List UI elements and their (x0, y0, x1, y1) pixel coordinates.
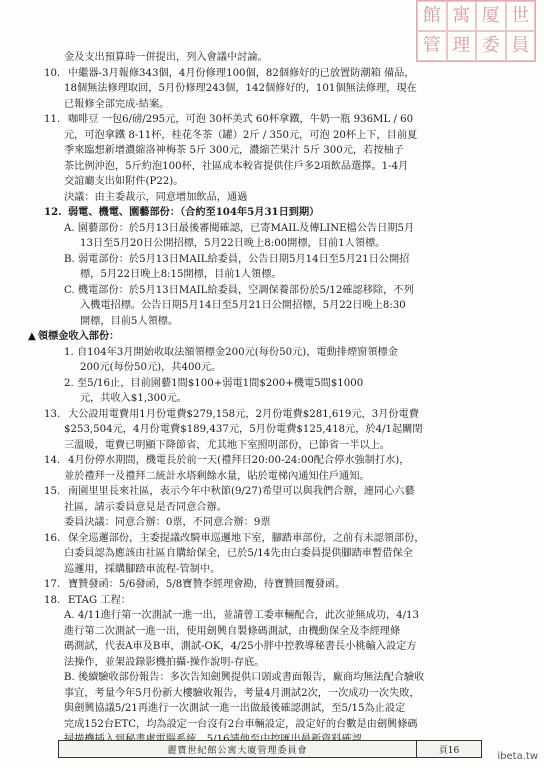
minutes-line (28, 112, 512, 128)
line-text: 社區，請示委員意見是否同意合辦。 (64, 501, 227, 513)
line-text: B. 後續驗收部份報告：多次告知劍興提供口頭或書面報告，廠商均無法配合驗收 (64, 672, 425, 683)
line-text: 與劍興協議5/21再進行一次測試一進一出做最後確認測試，至5/15為止設定 (64, 703, 406, 714)
line-text: 保全巡邏部份，主委提議改騎車巡邏地下室，腳踏車部份，之前有未認領部份， (68, 532, 425, 544)
minutes-line (28, 531, 512, 547)
line-text: A. 4/11進行第一次測試一進一出，並請曾工委車輛配合，此次並無成功，4/13 (64, 610, 420, 621)
minutes-line (28, 686, 512, 702)
minutes-line (28, 190, 512, 206)
minutes-line (28, 174, 512, 190)
line-text: 並於禮拜一及禮拜二統計水塔剩餘水量，貼於電梯內通知住戶通知。 (64, 470, 370, 482)
item-number: 16. (44, 532, 61, 544)
line-text: 2. 至5/16止，目前園藝1間$100+弱電1間$200+機電5間$1000 (64, 377, 364, 389)
line-text: 碼測試，代表A車及B車，測試-OK，4/25小胖中控教導秘書長小桃輸入設定方 (64, 641, 417, 652)
line-text: ETAG 工程： (68, 594, 131, 606)
minutes-line (28, 360, 512, 376)
minutes-line (28, 500, 512, 516)
line-text: 弱電、機電、園藝部份：（合約至104年5月31日到期） (68, 206, 320, 218)
triangle-bullet-icon: ▲ (28, 330, 36, 342)
minutes-body (28, 50, 512, 748)
line-text: 委員決議：同意合辦：0票，不同意合辦：9票 (64, 517, 271, 528)
line-text: 交誼廳支出如附件(P22)。 (64, 176, 184, 187)
line-text: 巡邏用，採購腳踏車流程-管制中。 (64, 563, 221, 575)
minutes-line (28, 267, 512, 283)
minutes-line (28, 205, 512, 221)
line-text: 完成152台ETC，均為設定一台沒有2台車輛設定，設定好的台數是由劍興條碼 (64, 718, 418, 730)
minutes-line (28, 469, 512, 485)
minutes-line (28, 314, 512, 330)
minutes-line (28, 407, 512, 423)
minutes-line (28, 128, 512, 144)
line-text: 入機電招標。公告日期5月14日至5月21日公開招標，5月22日晚上8:30 (80, 300, 406, 311)
line-text: 18個無法修理取回，5月份修理243個，142個修好的，101個無法修理，現在 (64, 83, 417, 94)
minutes-line (28, 329, 512, 345)
minutes-line (28, 593, 512, 609)
minutes-line (28, 81, 512, 97)
item-number: 14. (44, 455, 61, 466)
stamp-char: 員 (506, 31, 536, 61)
line-text: 4月份停水期間，機電長於前一天(禮拜日20:00-24:00配合停水強制打水)， (68, 455, 410, 466)
stamp-char: 厦 (476, 1, 506, 31)
minutes-line (28, 717, 512, 733)
committee-name: 麗寶世紀館公寓大廈管理委員會 (59, 741, 417, 757)
minutes-line (28, 283, 512, 299)
minutes-line (28, 639, 512, 655)
item-number: 12. (44, 206, 62, 218)
item-number: 15. (44, 486, 61, 497)
minutes-line (28, 236, 512, 252)
line-text: 季來臨想新增濃縮洛神梅茶 5斤 300元，濃縮芒果汁 5斤 300元，若按柚子 (64, 145, 404, 156)
stamp-char: 理 (447, 31, 477, 61)
line-text: 中繼器-3月報修343個，4月份修理100個，82個修好的已放置防潮箱 備品， (68, 67, 415, 79)
line-text: 開標，目前5人領標。 (80, 315, 179, 327)
minutes-line (28, 221, 512, 237)
line-text: 金及支出預算時一併提出，列入會議中討論。 (64, 52, 268, 63)
line-text: 已報修全部完成-結案。 (64, 98, 170, 110)
line-text: 200元(每份50元)，共400元。 (80, 362, 222, 373)
minutes-line (28, 252, 512, 268)
minutes-line (28, 97, 512, 113)
line-text: 白委員認為應該由社區自購給保全，已於5/14先由白委員提供腳踏車暫借保全 (64, 548, 413, 559)
item-number: 11. (44, 114, 61, 125)
stamp-char: 寓 (447, 1, 477, 31)
stamp-char: 館 (417, 1, 447, 31)
minutes-line (28, 345, 512, 361)
line-text: B. 弱電部份：於5月13日MAIL給委員，公告日期5月14日至5月21日公開招 (64, 253, 410, 265)
line-text: 大公設用電費用1月份電費$279,158元，2月份電費$281,619元，3月份電費 (68, 408, 419, 420)
item-number: 10. (44, 67, 61, 79)
line-text: 決議：由主委裁示，同意增加飲品，通過 (64, 191, 248, 203)
line-text: $253,504元，4月份電費$189,437元，5月份電費$125,418元，於4/1起關閉 (64, 424, 423, 435)
line-text: 元，共收入$1,300元。 (80, 393, 187, 404)
minutes-line (28, 608, 512, 624)
line-text: 茶比例沖泡，5斤約泡100杯，社區成本較省提供住戶多2項飲品選擇。1-4月 (64, 160, 409, 172)
stamp-char: 管 (417, 31, 447, 61)
minutes-line (28, 391, 512, 407)
minutes-line (28, 577, 512, 593)
minutes-line (28, 670, 512, 686)
line-text: 進行第二次測試一進一出，使用劍興自製條碼測試，由機動保全及李經理條 (64, 625, 401, 637)
line-text: A. 園藝部份：於5月13日最後審閱確認，已寄MAIL及傳LINE檔公告日期5月 (64, 222, 415, 234)
line-text: 三溫暖，電費已明顯下降節省，尤其地下室照明部份，已節省一半以上。 (64, 439, 390, 451)
minutes-line (28, 453, 512, 469)
line-text: 標，5月22日晚上8:15開標，目前1人領標。 (80, 269, 282, 280)
minutes-line (28, 562, 512, 578)
line-text: 事宜，考量今年5月份新大樓驗收報告，考量4月測試2次，一次成功一次失敗， (64, 687, 420, 699)
site-watermark: ibeta.tw (497, 751, 538, 762)
minutes-line (28, 701, 512, 717)
line-text: 法操作，並架設錄影機拍攝-操作說明-存底。 (64, 656, 265, 668)
stamp-char: 世 (506, 1, 536, 31)
item-number: 17. (44, 579, 61, 590)
minutes-line (28, 438, 512, 454)
line-text: 領標金收入部份： (37, 330, 120, 342)
minutes-line (28, 66, 512, 82)
line-text: 咖啡豆 一包6/磅/295元，可泡 30杯美式 60杯拿鐵，牛奶一瓶 936ML / 60 (68, 114, 414, 125)
minutes-line (28, 298, 512, 314)
line-text: 元，可泡拿鐵 8-11杯，桂花冬茶（罐）2斤 / 350元，可泡 20杯上下，目前夏 (64, 129, 418, 141)
stamp-char: 委 (476, 31, 506, 61)
minutes-line (28, 159, 512, 175)
minutes-line (28, 655, 512, 671)
item-number: 13. (44, 408, 61, 420)
minutes-line (28, 546, 512, 562)
line-text: C. 機電部份：於5月13日MAIL給委員，空調保養部份於5/12確認移除，不列 (64, 284, 414, 296)
minutes-line (28, 50, 512, 66)
line-text: 13日至5月20日公開招標，5月22日晚上8:00開標，目前1人領標。 (80, 238, 386, 249)
item-number: 18. (44, 594, 61, 606)
page-number: 頁16 (438, 745, 460, 756)
minutes-line (28, 143, 512, 159)
minutes-line (28, 515, 512, 531)
line-text: 寶贊發函：5/6發函，5/8寶贊李經理會勘，待寶贊回覆發函。 (68, 579, 346, 590)
minutes-line (28, 422, 512, 438)
minutes-line (28, 624, 512, 640)
line-text: 南園里里長來社區，表示今年中秋節(9/27)希望可以與我們合辦，連同心六藝 (68, 486, 415, 497)
page-footer (58, 740, 482, 758)
minutes-line (28, 376, 512, 392)
minutes-line (28, 484, 512, 500)
line-text: 1. 自104年3月開始收取法額領標金200元(每份50元)，電動排煙窗領標金 (64, 346, 398, 358)
